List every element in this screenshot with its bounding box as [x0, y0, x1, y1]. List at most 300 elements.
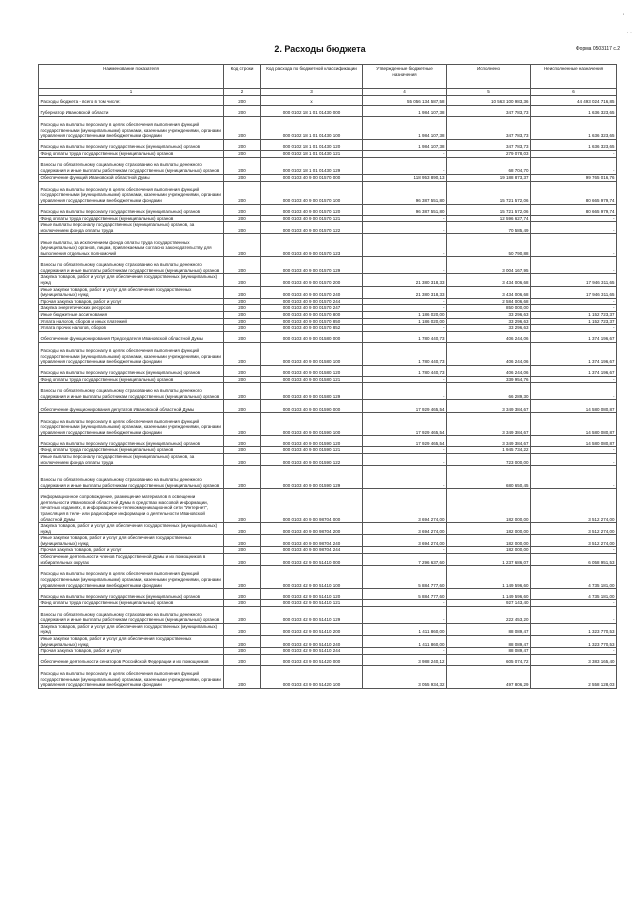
column-number: 1	[39, 89, 224, 96]
approved-amount-cell: -	[363, 453, 447, 465]
approved-amount-cell: -	[363, 215, 447, 222]
expense-code-cell: 000 0103 40 9 00 01580 121	[261, 376, 363, 383]
unexecuted-amount-cell: 1 636 323,65	[531, 140, 617, 151]
table-row	[39, 600, 617, 607]
executed-amount-cell: 1 149 596,60	[447, 589, 531, 600]
approved-amount-cell: 1 984 107,38	[363, 106, 447, 117]
executed-amount-cell: 3 434 006,68	[447, 286, 531, 298]
expense-code-cell: 000 0103 40 9 00 01570 121	[261, 215, 363, 222]
approved-amount-cell: -	[363, 257, 447, 274]
approved-amount-cell: 118 953 890,13	[363, 174, 447, 181]
expense-code-cell: 000 0103 42 9 00 51410 121	[261, 600, 363, 607]
executed-amount-cell: 680 650,45	[447, 466, 531, 489]
line-code-cell: 200	[224, 286, 261, 298]
expense-code-cell: 000 0103 40 9 00 01590 100	[261, 413, 363, 436]
approved-amount-cell: -	[363, 325, 447, 332]
unexecuted-amount-cell: -	[531, 215, 617, 222]
table-row	[39, 535, 617, 547]
expense-code-cell: x	[261, 96, 363, 106]
executed-amount-cell: 88 089,47	[447, 648, 531, 655]
indicator-name-cell: Взносы по обязательному социальному страхованию на выплаты денежного содержания и иные выплаты работникам государственных (муниципальных) органов	[39, 257, 224, 274]
table-row	[39, 318, 617, 325]
expense-code-cell: 000 0103 40 9 00 01590 000	[261, 400, 363, 413]
approved-amount-cell: 96 387 551,80	[363, 181, 447, 204]
line-code-cell: 200	[224, 376, 261, 383]
executed-amount-cell: 850 000,00	[447, 305, 531, 312]
expense-code-cell: 000 0103 40 9 00 01570 123	[261, 234, 363, 257]
executed-amount-cell: 347 783,73	[447, 106, 531, 117]
line-code-cell: 200	[224, 305, 261, 312]
line-code-cell: 200	[224, 325, 261, 332]
table-row	[39, 298, 617, 305]
approved-amount-cell: 3 988 240,12	[363, 654, 447, 665]
executed-amount-cell: 279 078,03	[447, 151, 531, 158]
line-code-cell: 200	[224, 489, 261, 523]
indicator-name-cell: Обеспечение функционирования депутатов Ивановской областной Думы	[39, 400, 224, 413]
unexecuted-amount-cell: 1 323 770,53	[531, 623, 617, 635]
table-row	[39, 365, 617, 376]
unexecuted-amount-cell: -	[531, 648, 617, 655]
line-code-cell: 200	[224, 331, 261, 342]
unexecuted-amount-cell: -	[531, 298, 617, 305]
table-row	[39, 606, 617, 623]
line-code-cell: 200	[224, 589, 261, 600]
executed-amount-cell: 10 563 100 983,36	[447, 96, 531, 106]
executed-amount-cell: 88 089,47	[447, 636, 531, 648]
expense-code-cell: 000 0103 40 9 00 98704 244	[261, 547, 363, 554]
table-row	[39, 636, 617, 648]
line-code-cell: 200	[224, 342, 261, 365]
unexecuted-amount-cell: 1 374 196,67	[531, 331, 617, 342]
expense-code-cell: 000 0103 42 9 00 51410 100	[261, 566, 363, 589]
expense-code-cell: 000 0103 40 9 00 01570 240	[261, 286, 363, 298]
approved-amount-cell: 21 380 318,33	[363, 274, 447, 286]
unexecuted-amount-cell: 80 665 979,74	[531, 204, 617, 215]
indicator-name-cell: Расходы на выплаты персоналу государственных (муниципальных) органов	[39, 436, 224, 447]
table-row	[39, 215, 617, 222]
expense-code-cell: 000 0103 40 9 00 01590 122	[261, 453, 363, 465]
table-row	[39, 286, 617, 298]
approved-amount-cell: -	[363, 466, 447, 489]
expense-code-cell: 000 0103 40 9 00 01570 200	[261, 274, 363, 286]
expense-code-cell: 000 0102 18 1 01 01430 000	[261, 106, 363, 117]
expense-code-cell: 000 0103 40 9 00 98704 000	[261, 489, 363, 523]
indicator-name-cell: Иные закупки товаров, работ и услуг для обеспечения государственных (муниципальных) нужд	[39, 286, 224, 298]
expense-code-cell: 000 0103 40 9 00 01590 121	[261, 447, 363, 454]
approved-amount-cell: 55 056 134 587,58	[363, 96, 447, 106]
line-code-cell: 200	[224, 648, 261, 655]
expense-code-cell: 000 0103 42 9 00 51410 240	[261, 636, 363, 648]
line-code-cell: 200	[224, 523, 261, 535]
line-code-cell: 200	[224, 654, 261, 665]
line-code-cell: 200	[224, 117, 261, 140]
indicator-name-cell: Взносы по обязательному социальному страхованию на выплаты денежного содержания и иные выплаты работникам государственных (муниципальных) органов	[39, 383, 224, 400]
expense-code-cell: 000 0102 18 1 01 01430 121	[261, 151, 363, 158]
indicator-name-cell: Прочая закупка товаров, работ и услуг	[39, 547, 224, 554]
executed-amount-cell: 347 783,73	[447, 140, 531, 151]
executed-amount-cell: 70 585,49	[447, 222, 531, 234]
indicator-name-cell: Закупка энергетических ресурсов	[39, 305, 224, 312]
expense-code-cell: 000 0103 40 9 00 01570 100	[261, 181, 363, 204]
unexecuted-amount-cell: -	[531, 447, 617, 454]
table-row	[39, 523, 617, 535]
line-code-cell: 200	[224, 413, 261, 436]
executed-amount-cell: 1 149 596,60	[447, 566, 531, 589]
table-row	[39, 589, 617, 600]
line-code-cell: 200	[224, 447, 261, 454]
approved-amount-cell: 1 780 440,73	[363, 365, 447, 376]
line-code-cell: 200	[224, 204, 261, 215]
line-code-cell: 200	[224, 318, 261, 325]
indicator-name-cell: Расходы на выплаты персоналу в целях обеспечения выполнения функций государственными (муниципальными) органами, казенными учреждениями, органами управления государственными внебюджетными фондами	[39, 117, 224, 140]
line-code-cell: 200	[224, 554, 261, 566]
executed-amount-cell: 927 143,40	[447, 600, 531, 607]
executed-amount-cell: 182 000,00	[447, 523, 531, 535]
indicator-name-cell: Иные выплаты персоналу государственных (муниципальных) органов, за исключением фонда оплаты труда	[39, 453, 224, 465]
executed-amount-cell: 2 584 006,68	[447, 298, 531, 305]
unexecuted-amount-cell: 99 765 016,76	[531, 174, 617, 181]
unexecuted-amount-cell: 80 665 979,74	[531, 181, 617, 204]
unexecuted-amount-cell: 1 636 323,65	[531, 106, 617, 117]
line-code-cell: 200	[224, 181, 261, 204]
executed-amount-cell: 3 349 384,67	[447, 413, 531, 436]
table-row	[39, 383, 617, 400]
approved-amount-cell: 3 694 274,00	[363, 523, 447, 535]
unexecuted-amount-cell: 17 946 311,65	[531, 286, 617, 298]
page-title: 2. Расходы бюджета	[274, 44, 366, 54]
indicator-name-cell: Фонд оплаты труда государственных (муниципальных) органов	[39, 447, 224, 454]
corner-mark: '	[622, 14, 624, 20]
unexecuted-amount-cell: -	[531, 606, 617, 623]
unexecuted-amount-cell: 14 580 080,87	[531, 436, 617, 447]
approved-amount-cell: -	[363, 648, 447, 655]
indicator-name-cell: Закупка товаров, работ и услуг для обеспечения государственных (муниципальных) нужд	[39, 523, 224, 535]
unexecuted-amount-cell: 3 512 274,00	[531, 523, 617, 535]
executed-amount-cell: 406 244,06	[447, 365, 531, 376]
table-row	[39, 447, 617, 454]
indicator-name-cell: Расходы на выплаты персоналу в целях обеспечения выполнения функций государственными (муниципальными) органами, казенными учреждениями, органами управления государственными внебюджетными фондами	[39, 413, 224, 436]
approved-amount-cell: -	[363, 305, 447, 312]
unexecuted-amount-cell: -	[531, 453, 617, 465]
expense-code-cell: 000 0103 40 9 00 01570 244	[261, 298, 363, 305]
column-number: 2	[224, 89, 261, 96]
line-code-cell: 200	[224, 636, 261, 648]
executed-amount-cell: 3 349 384,67	[447, 436, 531, 447]
indicator-name-cell: Закупка товаров, работ и услуг для обеспечения государственных (муниципальных) нужд	[39, 274, 224, 286]
executed-amount-cell: 12 596 627,74	[447, 215, 531, 222]
indicator-name-cell: Уплата прочих налогов, сборов	[39, 325, 224, 332]
approved-amount-cell: 5 884 777,60	[363, 589, 447, 600]
executed-amount-cell: 33 296,63	[447, 318, 531, 325]
indicator-name-cell: Фонд оплаты труда государственных (муниципальных) органов	[39, 600, 224, 607]
executed-amount-cell: 68 704,70	[447, 157, 531, 174]
indicator-name-cell: Иные выплаты, за исключением фонда оплаты труда государственных (муниципальных) органов, лицам, привлекаемым согласно законодательству для выполнения отдельных полномочий	[39, 234, 224, 257]
column-number: 4	[363, 89, 447, 96]
line-code-cell: 200	[224, 436, 261, 447]
indicator-name-cell: Обеспечение функционирования Председателя Ивановской областной Думы	[39, 331, 224, 342]
approved-amount-cell: 17 929 465,54	[363, 436, 447, 447]
indicator-name-cell: Фонд оплаты труда государственных (муниципальных) органов	[39, 215, 224, 222]
indicator-name-cell: Расходы на выплаты персоналу в целях обеспечения выполнения функций государственными (муниципальными) органами, казенными учреждениями, органами управления государственными внебюджетными фондами	[39, 342, 224, 365]
line-code-cell: 200	[224, 257, 261, 274]
executed-amount-cell: 406 244,06	[447, 331, 531, 342]
approved-amount-cell: -	[363, 298, 447, 305]
table-row	[39, 274, 617, 286]
expense-code-cell: 000 0102 18 1 01 01430 120	[261, 140, 363, 151]
expense-code-cell: 000 0103 40 9 00 01590 129	[261, 466, 363, 489]
header-indicator-name: Наименование показателя	[39, 65, 224, 89]
table-row	[39, 489, 617, 523]
indicator-name-cell: Иные закупки товаров, работ и услуг для обеспечения государственных (муниципальных) нужд	[39, 636, 224, 648]
line-code-cell: 200	[224, 566, 261, 589]
line-code-cell: 200	[224, 151, 261, 158]
corner-mark-dots: · ·	[626, 30, 632, 36]
approved-amount-cell: -	[363, 383, 447, 400]
line-code-cell: 200	[224, 547, 261, 554]
line-code-cell: 200	[224, 400, 261, 413]
approved-amount-cell: -	[363, 547, 447, 554]
expense-code-cell: 000 0103 40 9 00 01570 800	[261, 311, 363, 318]
unexecuted-amount-cell: 44 493 024 716,85	[531, 96, 617, 106]
executed-amount-cell: 50 790,88	[447, 234, 531, 257]
table-row	[39, 234, 617, 257]
header-line-code: Код строки	[224, 65, 261, 89]
unexecuted-amount-cell: 1 152 723,37	[531, 311, 617, 318]
line-code-cell: 200	[224, 365, 261, 376]
unexecuted-amount-cell: -	[531, 257, 617, 274]
table-row	[39, 436, 617, 447]
unexecuted-amount-cell: 14 580 080,87	[531, 400, 617, 413]
unexecuted-amount-cell: 17 946 311,65	[531, 274, 617, 286]
unexecuted-amount-cell: 14 580 080,87	[531, 413, 617, 436]
executed-amount-cell: 3 004 167,95	[447, 257, 531, 274]
indicator-name-cell: Расходы на выплаты персоналу государственных (муниципальных) органов	[39, 589, 224, 600]
line-code-cell: 200	[224, 453, 261, 465]
approved-amount-cell: 21 380 318,33	[363, 286, 447, 298]
executed-amount-cell: 15 721 572,06	[447, 204, 531, 215]
approved-amount-cell: -	[363, 157, 447, 174]
line-code-cell: 200	[224, 234, 261, 257]
executed-amount-cell: 497 806,29	[447, 665, 531, 688]
table-row	[39, 554, 617, 566]
approved-amount-cell: -	[363, 234, 447, 257]
approved-amount-cell: 1 780 440,73	[363, 331, 447, 342]
approved-amount-cell: -	[363, 376, 447, 383]
indicator-name-cell: Расходы бюджета - всего в том числе:	[39, 96, 224, 106]
line-code-cell: 200	[224, 140, 261, 151]
table-row	[39, 376, 617, 383]
expense-code-cell: 000 0103 43 9 00 51420 100	[261, 665, 363, 688]
unexecuted-amount-cell: -	[531, 547, 617, 554]
table-row	[39, 648, 617, 655]
approved-amount-cell: 5 884 777,60	[363, 566, 447, 589]
expense-code-cell: 000 0103 40 9 00 01570 247	[261, 305, 363, 312]
expense-code-cell: 000 0103 40 9 00 01570 120	[261, 204, 363, 215]
unexecuted-amount-cell: 1 152 723,37	[531, 318, 617, 325]
unexecuted-amount-cell: -	[531, 376, 617, 383]
approved-amount-cell: 1 186 020,00	[363, 311, 447, 318]
indicator-name-cell: Фонд оплаты труда государственных (муниципальных) органов	[39, 151, 224, 158]
unexecuted-amount-cell: 1 636 323,65	[531, 117, 617, 140]
line-code-cell: 200	[224, 298, 261, 305]
line-code-cell: 200	[224, 606, 261, 623]
indicator-name-cell: Взносы по обязательному социальному страхованию на выплаты денежного содержания и иные выплаты работникам государственных (муниципальных) органов	[39, 606, 224, 623]
executed-amount-cell: 182 000,00	[447, 547, 531, 554]
unexecuted-amount-cell: -	[531, 466, 617, 489]
indicator-name-cell: Губернатор Ивановской области	[39, 106, 224, 117]
expense-code-cell: 000 0103 40 9 00 01580 129	[261, 383, 363, 400]
table-row	[39, 96, 617, 106]
table-row	[39, 181, 617, 204]
column-number-row	[39, 89, 617, 96]
expense-code-cell: 000 0103 42 9 00 51410 244	[261, 648, 363, 655]
approved-amount-cell: 3 694 274,00	[363, 535, 447, 547]
approved-amount-cell: 1 984 107,38	[363, 117, 447, 140]
indicator-name-cell: Обеспечение деятельности сенаторов Российской Федерации и их помощников	[39, 654, 224, 665]
indicator-name-cell: Прочая закупка товаров, работ и услуг	[39, 298, 224, 305]
budget-expenses-table	[38, 64, 617, 689]
table-row	[39, 466, 617, 489]
expense-code-cell: 000 0103 43 9 00 51420 000	[261, 654, 363, 665]
line-code-cell: 200	[224, 311, 261, 318]
table-row	[39, 325, 617, 332]
line-code-cell: 200	[224, 665, 261, 688]
header-expense-code: Код расхода по бюджетной классификации	[261, 65, 363, 89]
unexecuted-amount-cell: 3 512 274,00	[531, 535, 617, 547]
approved-amount-cell: 3 694 274,00	[363, 489, 447, 523]
approved-amount-cell: 1 186 020,00	[363, 318, 447, 325]
line-code-cell: 200	[224, 215, 261, 222]
expense-code-cell: 000 0103 40 9 00 01580 000	[261, 331, 363, 342]
table-row	[39, 222, 617, 234]
column-number: 3	[261, 89, 363, 96]
line-code-cell: 200	[224, 466, 261, 489]
unexecuted-amount-cell: -	[531, 157, 617, 174]
unexecuted-amount-cell: -	[531, 600, 617, 607]
expense-code-cell: 000 0103 42 9 00 51410 000	[261, 554, 363, 566]
indicator-name-cell: Иные выплаты персоналу государственных (муниципальных) органов, за исключением фонда оплаты труда	[39, 222, 224, 234]
expense-code-cell: 000 0103 42 9 00 51410 120	[261, 589, 363, 600]
executed-amount-cell: 347 783,73	[447, 117, 531, 140]
form-code: Форма 0503117 с.2	[575, 46, 620, 52]
indicator-name-cell: Закупка товаров, работ и услуг для обеспечения государственных (муниципальных) нужд	[39, 623, 224, 635]
table-row	[39, 566, 617, 589]
approved-amount-cell: -	[363, 151, 447, 158]
executed-amount-cell: 19 188 873,37	[447, 174, 531, 181]
unexecuted-amount-cell: -	[531, 305, 617, 312]
table-row	[39, 342, 617, 365]
unexecuted-amount-cell: -	[531, 383, 617, 400]
line-code-cell: 200	[224, 623, 261, 635]
table-header-row	[39, 65, 617, 89]
line-code-cell: 200	[224, 274, 261, 286]
indicator-name-cell: Уплата налогов, сборов и иных платежей	[39, 318, 224, 325]
indicator-name-cell: Расходы на выплаты персоналу государственных (муниципальных) органов	[39, 204, 224, 215]
executed-amount-cell: 339 954,76	[447, 376, 531, 383]
table-row	[39, 654, 617, 665]
expense-code-cell: 000 0103 40 9 00 01570 852	[261, 325, 363, 332]
executed-amount-cell: 1 945 734,22	[447, 447, 531, 454]
expense-code-cell: 000 0103 40 9 00 01590 120	[261, 436, 363, 447]
header-approved: Утвержденные бюджетные назначения	[363, 65, 447, 89]
table-row	[39, 305, 617, 312]
table-row	[39, 204, 617, 215]
approved-amount-cell: 7 296 637,60	[363, 554, 447, 566]
unexecuted-amount-cell: -	[531, 222, 617, 234]
executed-amount-cell: 33 296,63	[447, 311, 531, 318]
executed-amount-cell: 15 721 572,06	[447, 181, 531, 204]
approved-amount-cell: 17 929 465,54	[363, 400, 447, 413]
unexecuted-amount-cell: 6 058 951,53	[531, 554, 617, 566]
header-executed: Исполнено	[447, 65, 531, 89]
unexecuted-amount-cell: 4 735 181,00	[531, 566, 617, 589]
expense-code-cell: 000 0103 40 9 00 01570 000	[261, 174, 363, 181]
unexecuted-amount-cell: -	[531, 151, 617, 158]
approved-amount-cell: -	[363, 222, 447, 234]
executed-amount-cell: 723 000,00	[447, 453, 531, 465]
line-code-cell: 200	[224, 157, 261, 174]
indicator-name-cell: Расходы на выплаты персоналу в целях обеспечения выполнения функций государственными (муниципальными) органами, казенными учреждениями, органами управления государственными внебюджетными фондами	[39, 181, 224, 204]
indicator-name-cell: Иные закупки товаров, работ и услуг для обеспечения государственных (муниципальных) нужд	[39, 535, 224, 547]
indicator-name-cell: Фонд оплаты труда государственных (муниципальных) органов	[39, 376, 224, 383]
table-row	[39, 151, 617, 158]
unexecuted-amount-cell: 1 374 196,67	[531, 365, 617, 376]
executed-amount-cell: 1 237 686,07	[447, 554, 531, 566]
expense-code-cell: 000 0103 40 9 00 98704 200	[261, 523, 363, 535]
table-row	[39, 140, 617, 151]
indicator-name-cell: Взносы по обязательному социальному страхованию на выплаты денежного содержания и иные выплаты работникам государственных (муниципальных) органов	[39, 157, 224, 174]
indicator-name-cell: Информационное сопровождение, размещение материалов в освещении деятельности Ивановской областной Думы в средствах массовой информации, печатных изданиях, в информационно-телекоммуникационной сети "Интернет", трансляция в теле- или радиоэфире информации о деятельности Ивановской областной Думы	[39, 489, 224, 523]
column-number: 5	[447, 89, 531, 96]
expense-code-cell: 000 0102 18 1 01 01430 100	[261, 117, 363, 140]
table-row	[39, 413, 617, 436]
line-code-cell: 200	[224, 174, 261, 181]
unexecuted-amount-cell: -	[531, 325, 617, 332]
table-row	[39, 453, 617, 465]
table-body	[39, 96, 617, 689]
table-row	[39, 547, 617, 554]
approved-amount-cell: 1 411 860,00	[363, 636, 447, 648]
approved-amount-cell: -	[363, 606, 447, 623]
approved-amount-cell: 3 055 934,32	[363, 665, 447, 688]
table-row	[39, 257, 617, 274]
indicator-name-cell: Взносы по обязательному социальному страхованию на выплаты денежного содержания и иные выплаты работникам государственных (муниципальных) органов	[39, 466, 224, 489]
indicator-name-cell: Обеспечение деятельности членов Государственной Думы и их помощников в избирательных округах	[39, 554, 224, 566]
line-code-cell: 200	[224, 535, 261, 547]
approved-amount-cell: 96 387 551,80	[363, 204, 447, 215]
line-code-cell: 200	[224, 600, 261, 607]
line-code-cell: 200	[224, 106, 261, 117]
indicator-name-cell: Расходы на выплаты персоналу государственных (муниципальных) органов	[39, 365, 224, 376]
unexecuted-amount-cell: 3 383 165,40	[531, 654, 617, 665]
executed-amount-cell: 182 000,00	[447, 489, 531, 523]
indicator-name-cell: Прочая закупка товаров, работ и услуг	[39, 648, 224, 655]
table-row	[39, 331, 617, 342]
indicator-name-cell: Иные бюджетные ассигнования	[39, 311, 224, 318]
approved-amount-cell: -	[363, 600, 447, 607]
unexecuted-amount-cell: 1 323 770,53	[531, 636, 617, 648]
executed-amount-cell: 66 289,30	[447, 383, 531, 400]
approved-amount-cell: 1 780 440,73	[363, 342, 447, 365]
indicator-name-cell: Расходы на выплаты персоналу в целях обеспечения выполнения функций государственными (муниципальными) органами, казенными учреждениями, органами управления государственными внебюджетными фондами	[39, 566, 224, 589]
unexecuted-amount-cell: -	[531, 234, 617, 257]
unexecuted-amount-cell: 4 735 181,00	[531, 589, 617, 600]
expense-code-cell: 000 0103 42 9 00 51410 200	[261, 623, 363, 635]
line-code-cell: 200	[224, 222, 261, 234]
executed-amount-cell: 406 244,06	[447, 342, 531, 365]
expense-code-cell: 000 0103 40 9 00 01580 120	[261, 365, 363, 376]
unexecuted-amount-cell: 3 512 274,00	[531, 489, 617, 523]
